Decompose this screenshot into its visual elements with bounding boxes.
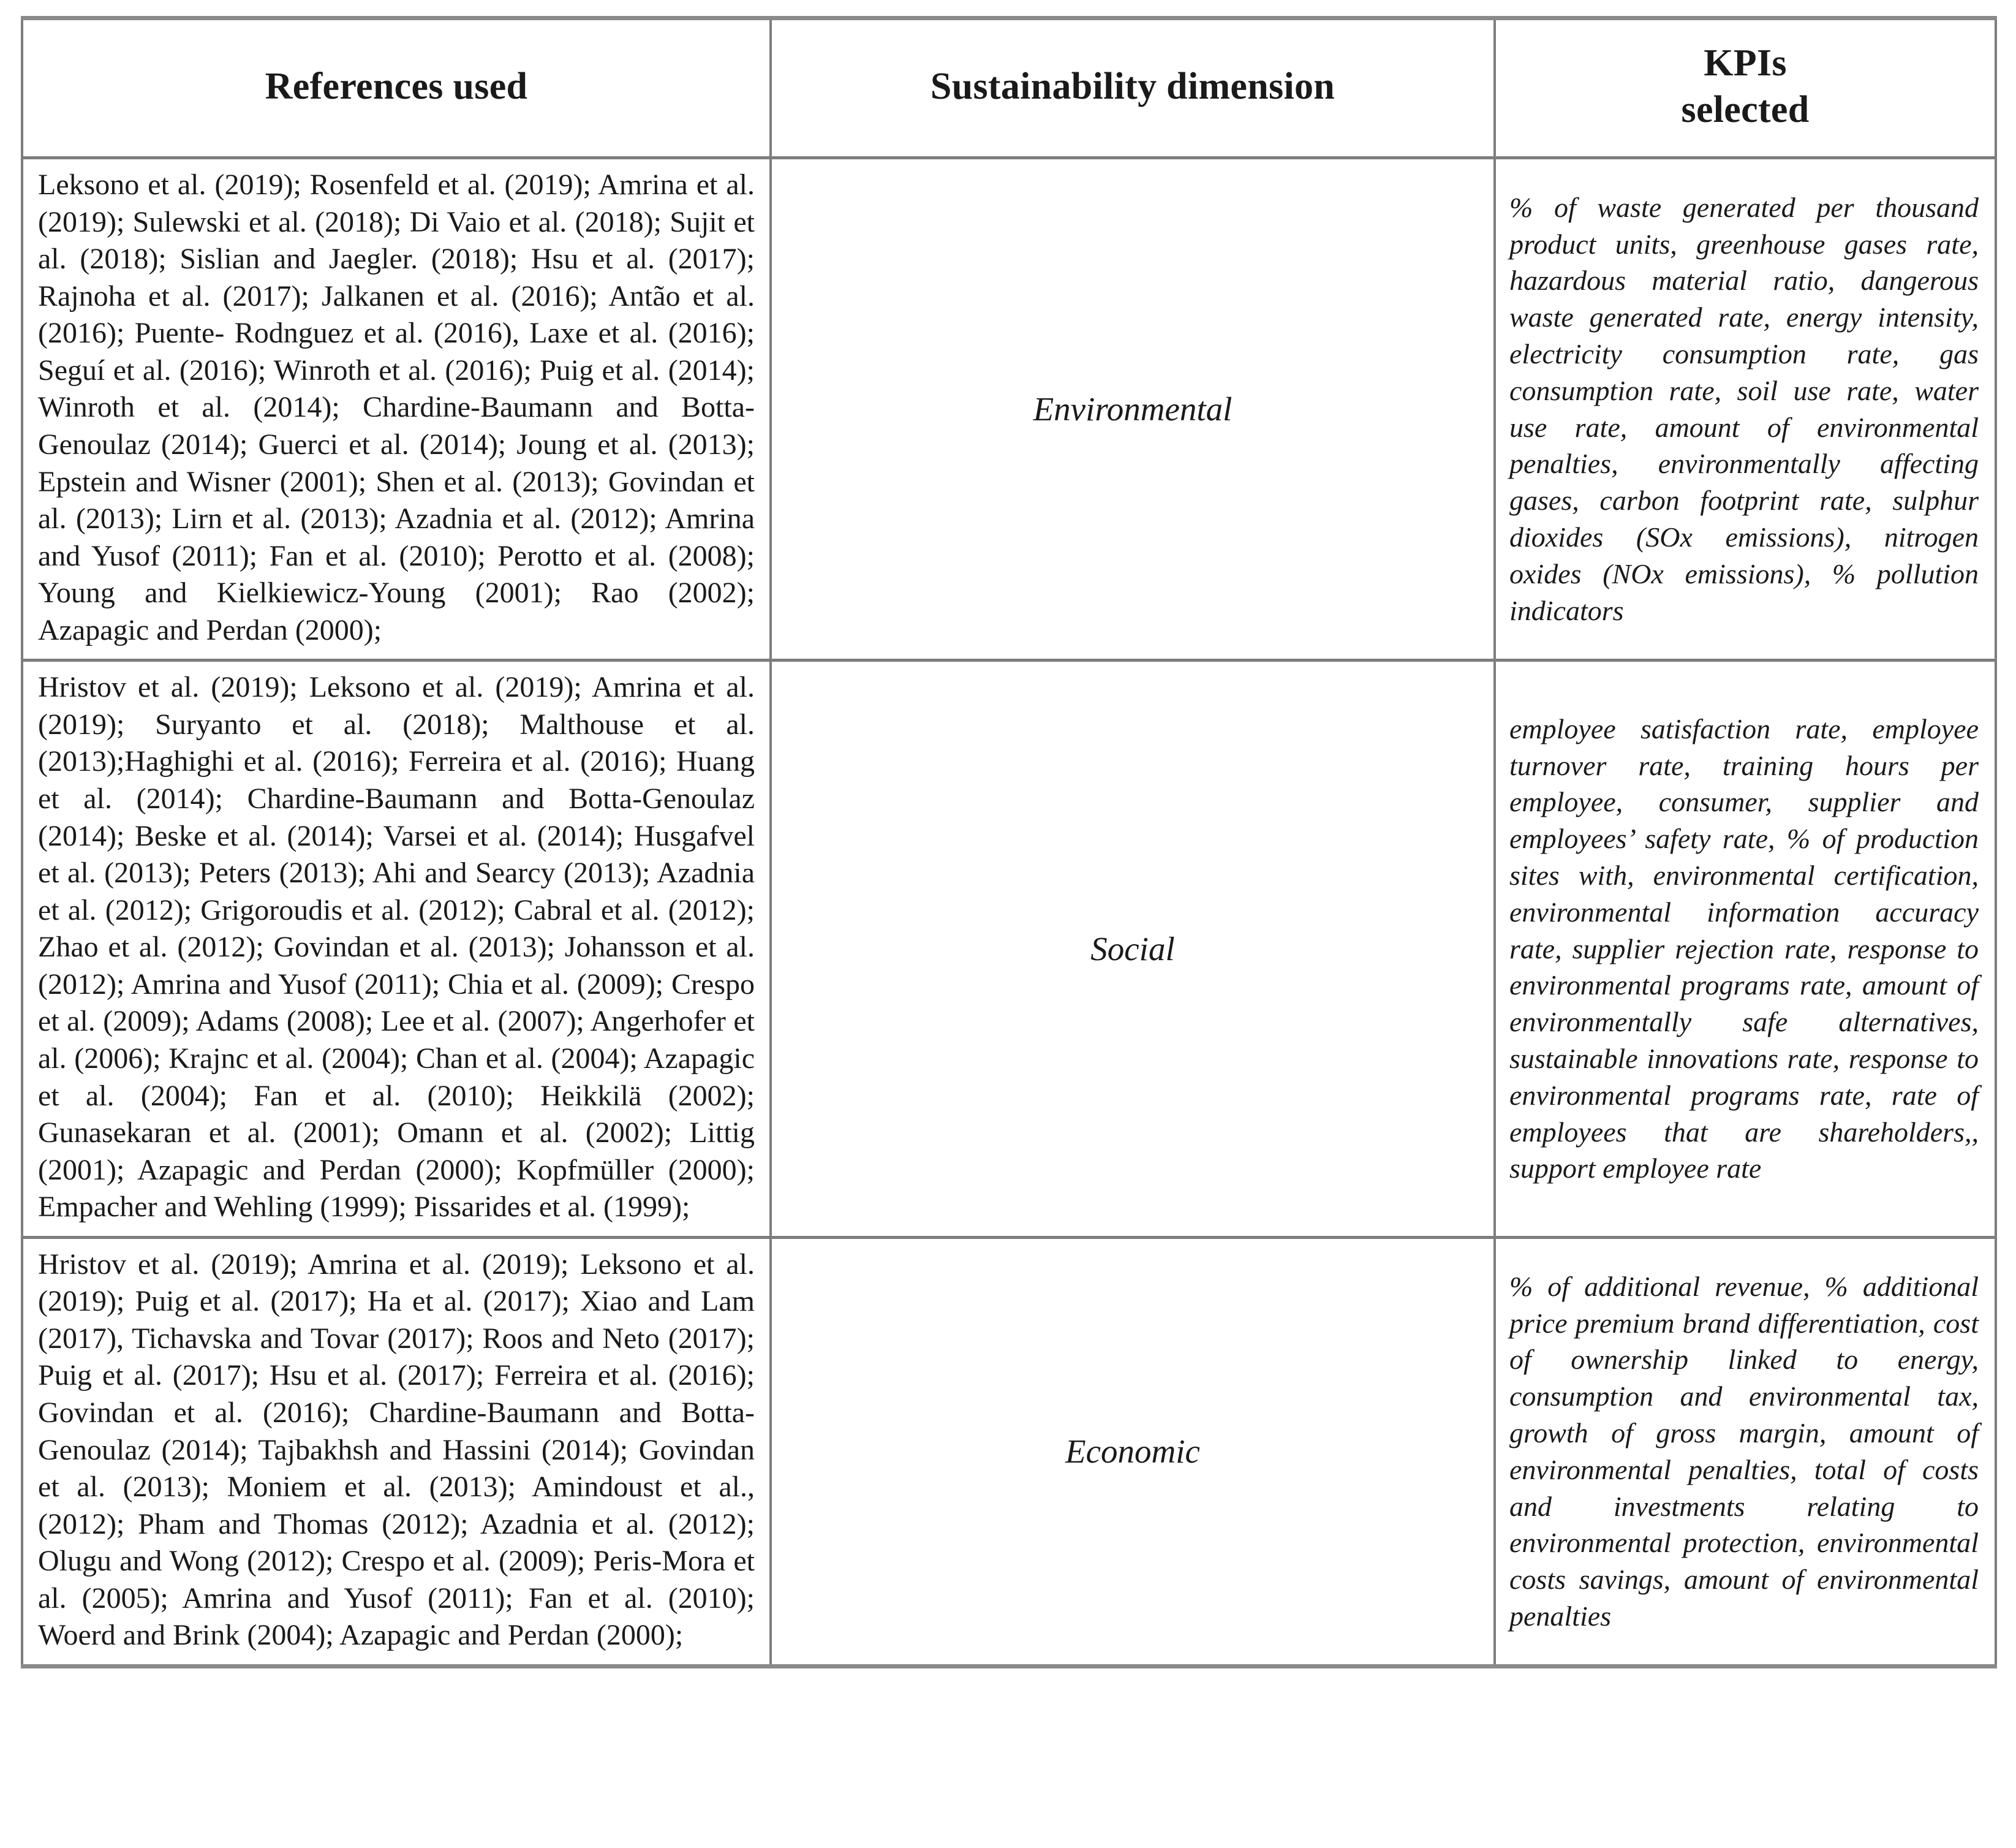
sustainability-kpi-table: [21, 16, 1997, 1668]
cell-kpis: [1495, 158, 1996, 661]
cell-dimension: [771, 158, 1495, 661]
cell-dimension: [771, 1237, 1495, 1666]
cell-references: [22, 158, 771, 661]
column-header-references-label: References used: [265, 66, 528, 108]
cell-references: [22, 661, 771, 1237]
column-header-kpis: [1495, 18, 1996, 158]
references-text: Hristov et al. (2019); Amrina et al. (2019); Leksono et al. (2019); Puig et al. (2017); Ha et al. (2017); Xiao and Lam (2017), Tichavska and Tovar (2017); Roos and Neto (2017); Puig et al. (2017); Hsu et al. (2017); Ferreira et al. (2016); Govindan et al. (2016); Chardine-Baumann and Botta-Genoulaz (2014); Tajbakhsh and Hassini (2014); Govindan et al. (2013); Moniem et al. (2013); Amindoust et al., (2012); Pham and Thomas (2012); Azadnia et al. (2012); Olugu and Wong (2012); Crespo et al. (2009); Peris-Mora et al. (2005); Amrina and Yusof (2011); Fan et al. (2010); Woerd and Brink (2004); Azapagic and Perdan (2000);: [38, 1248, 755, 1652]
kpis-text: % of additional revenue, % additional price premium brand differentiation, cost of ownership linked to energy, consumption and environmental tax, growth of gross margin, amount of environmental penalties, total of costs and investments relating to environmental protection, environmental costs savings, amount of environmental penalties: [1509, 1270, 1979, 1632]
kpis-text: % of waste generated per thousand product units, greenhouse gases rate, hazardous material ratio, dangerous waste generated rate, energy intensity, electricity consumption rate, gas consumption rate, soil use rate, water use rate, amount of environmental penalties, environmentally affecting gases, carbon footprint rate, sulphur dioxides (SOx emissions), nitrogen oxides (NOx emissions), % pollution indicators: [1509, 191, 1979, 626]
dimension-label: Environmental: [1033, 390, 1233, 428]
column-header-dimension: [771, 18, 1495, 158]
references-text: Hristov et al. (2019); Leksono et al. (2019); Amrina et al. (2019); Suryanto et al. (2018); Malthouse et al. (2013);Haghighi et al. (2016); Ferreira et al. (2016); Huang et al. (2014); Chardine-Baumann and Botta-Genoulaz (2014); Beske et al. (2014); Varsei et al. (2014); Husgafvel et al. (2013); Peters (2013); Ahi and Searcy (2013); Azadnia et al. (2012); Grigoroudis et al. (2012); Cabral et al. (2012); Zhao et al. (2012); Govindan et al. (2013); Johansson et al. (2012); Amrina and Yusof (2011); Chia et al. (2009); Crespo et al. (2009); Adams (2008); Lee et al. (2007); Angerhofer et al. (2006); Krajnc et al. (2004); Chan et al. (2004); Azapagic et al. (2004); Fan et al. (2010); Heikkilä (2002); Gunasekaran et al. (2001); Omann et al. (2002); Littig (2001); Azapagic and Perdan (2000); Kopfmüller (2000); Empacher and Wehling (1999); Pissarides et al. (1999);: [38, 671, 755, 1224]
dimension-label: Economic: [1065, 1433, 1200, 1471]
column-header-kpis-label-line1: KPIs: [1704, 42, 1787, 85]
table-row: [22, 158, 1996, 661]
cell-kpis: [1495, 661, 1996, 1237]
table-header-row: [22, 18, 1996, 158]
table-body: [22, 158, 1996, 1667]
cell-kpis: [1495, 1237, 1996, 1666]
table-row: [22, 1237, 1996, 1666]
references-text: Leksono et al. (2019); Rosenfeld et al. (2019); Amrina et al. (2019); Sulewski et al. (2018); Di Vaio et al. (2018); Sujit et al. (2018); Sislian and Jaegler. (2018); Hsu et al. (2017); Rajnoha et al. (2017); Jalkanen et al. (2016); Antão et al. (2016); Puente- Rodnguez et al. (2016), Laxe et al. (2016); Seguí et al. (2016); Winroth et al. (2016); Puig et al. (2014); Winroth et al. (2014); Chardine-Baumann and Botta-Genoulaz (2014); Guerci et al. (2014); Joung et al. (2013); Epstein and Wisner (2001); Shen et al. (2013); Govindan et al. (2013); Lirn et al. (2013); Azadnia et al. (2012); Amrina and Yusof (2011); Fan et al. (2010); Perotto et al. (2008); Young and Kielkiewicz-Young (2001); Rao (2002); Azapagic and Perdan (2000);: [38, 169, 755, 646]
cell-references: [22, 1237, 771, 1666]
column-header-dimension-label: Sustainability dimension: [930, 66, 1335, 108]
table-row: [22, 661, 1996, 1237]
column-header-references: [22, 18, 771, 158]
dimension-label: Social: [1090, 930, 1175, 968]
column-header-kpis-label-line2: selected: [1681, 89, 1810, 131]
cell-dimension: [771, 661, 1495, 1237]
kpis-text: employee satisfaction rate, employee turnover rate, training hours per employee, consumer, supplier and employees’ safety rate, % of production sites with, environmental certification, environmental information accuracy rate, supplier rejection rate, response to environmental programs rate, amount of environmentally safe alternatives, sustainable innovations rate, response to environmental programs rate, rate of employees that are shareholders,, support employee rate: [1509, 713, 1979, 1184]
table-header: [22, 18, 1996, 158]
